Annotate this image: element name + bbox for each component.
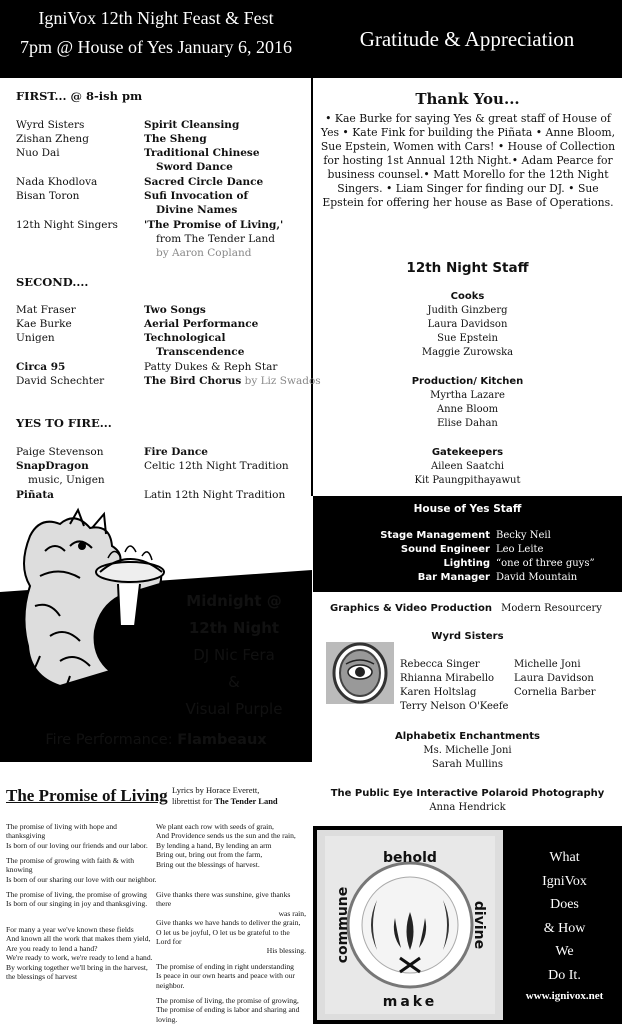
act-title: Sacred Circle Dance [144, 176, 264, 188]
thanks-heading: Thank You... [415, 90, 520, 108]
act-title: Latin 12th Night Tradition [144, 489, 286, 501]
performer-name: Circa 95 [16, 361, 66, 373]
first-heading: FIRST... @ 8-ish pm [16, 89, 143, 103]
staff-heading: 12th Night Staff [406, 260, 529, 276]
graphics-credit: Graphics & Video Production Modern Resourcery [330, 603, 602, 614]
performer-name: Piñata [16, 489, 54, 501]
act-title: 'The Promise of Living,' from The Tender Land by Aaron Copland [144, 219, 284, 259]
performer-name: David Schechter [16, 375, 105, 387]
promise-title: The Promise of Living [6, 786, 168, 805]
staff-group: Gatekeepers Aileen Saatchi Kit Paungpithayawut [313, 446, 622, 488]
lyric-stanza: The promise of living, the promise of growing Is born of our singing in joy and thanksgiving. [6, 890, 148, 909]
gratitude-title: Gratitude & Appreciation [359, 26, 575, 51]
midnight-text [160, 588, 308, 723]
performer-name: Unigen [16, 332, 55, 344]
gargoyle-illustration [0, 506, 175, 701]
alphabetix-credit: Alphabetix Enchantments Ms. Michelle Joni Sarah Mullins [395, 731, 540, 770]
ignivox-logo [317, 830, 503, 1020]
visual-name: Visual Purple [185, 700, 283, 718]
staff-group: Production/ Kitchen Myrtha Lazare Anne Bloom Elise Dahan [313, 375, 622, 431]
wyrd-names-left: Rebecca Singer Rhianna Mirabello Karen Holtslag Terry Nelson O'Keefe [400, 659, 509, 712]
performer-name: 12th Night Singers [16, 219, 118, 231]
performer-name: Nuo Dai [16, 147, 60, 159]
ignivox-url[interactable]: www.ignivox.net [525, 990, 604, 1002]
promise-credit: Lyrics by Horace Everett, librettist for The Tender Land [172, 785, 278, 806]
logo-bottom-word: make [382, 994, 438, 1010]
logo-left-word: commune [335, 886, 351, 964]
fire-performance-line: Fire Performance: Flambeaux [45, 732, 267, 748]
act-title: The Sheng [144, 133, 207, 145]
thanks-body: • Kae Burke for saying Yes & great staff of House of Yes • Kate Fink for building the Piñata • Anne Bloom, Sue Epstein, Women with Cars! • House of Collection for hosting 1st Annual 12th Night.• Adam Pearce for business counsel.• Matt Morello for the 12th Night Singers. • Liam Singer for finding our DJ. • Sue Epstein for offering her house as Base of Operations. [320, 112, 616, 209]
act-title: Celtic 12th Night Tradition [144, 460, 289, 472]
ignivox-panel [313, 826, 622, 1024]
staff-group: Cooks Judith Ginzberg Laura Davidson Sue Epstein Maggie Zurowska [313, 290, 622, 360]
act-title: The Bird Chorus by Liz Swados [144, 375, 321, 387]
act-title: Fire Dance [144, 446, 208, 458]
act-title: Patty Dukes & Reph Star [144, 361, 278, 373]
logo-right-word: divine [471, 900, 487, 950]
eye-photo [326, 642, 394, 704]
act-title: Traditional Chinese Sword Dance [144, 147, 260, 173]
dj-name: DJ Nic Fera [193, 646, 275, 664]
performer-name: Bisan Toron [16, 190, 80, 202]
midnight-line: 12th Night [188, 619, 280, 637]
lyric-stanza: The promise of living, the promise of growing, The promise of ending is labor and sharing and loving. [156, 996, 300, 1024]
house-of-yes-panel: House of Yes Staff Stage Management Becky Neil Sound Engineer Leo Leite Lighting “one of three guys” Bar Manager David Mountain [313, 496, 622, 592]
event-subtitle: 7pm @ House of Yes January 6, 2016 [19, 37, 293, 57]
act-title: Sufi Invocation of Divine Names [144, 190, 249, 216]
lyric-stanza: The promise of living with hope and thanksgiving Is born of our loving our friends and our labor. [6, 822, 148, 850]
ampersand: & [228, 673, 240, 691]
fire-performer: Flambeaux [177, 732, 267, 748]
lyric-stanza: The promise of growing with faith & with knowing Is born of our sharing our love with our neighbor. [6, 856, 157, 884]
public-eye-credit: The Public Eye Interactive Polaroid Photography Anna Hendrick [330, 788, 605, 813]
performer-name: Wyrd Sisters [16, 119, 85, 131]
fire-heading: YES TO FIRE... [16, 416, 112, 430]
event-header [0, 0, 312, 78]
act-title: Spirit Cleansing [144, 119, 240, 131]
logo-top-word: behold [383, 850, 437, 866]
act-title: Technological Transcendence [144, 332, 245, 358]
performer-name: Nada Khodlova [16, 176, 98, 188]
performer-name: Paige Stevenson [16, 446, 104, 458]
second-heading: SECOND.... [16, 275, 89, 289]
midnight-line: Midnight @ [186, 592, 282, 610]
performer-name: Kae Burke [16, 318, 72, 330]
performer-name: Zishan Zheng [16, 133, 89, 145]
staff-group-title: Cooks [450, 291, 485, 302]
lyric-stanza: We plant each row with seeds of grain, And Providence sends us the sun and the rain, By lending a hand, By lending an arm Bring out, bring out from the farm, Bring out the blessings of harvest. [156, 822, 296, 869]
wyrd-heading: Wyrd Sisters [431, 631, 504, 642]
staff-group-title: Gatekeepers [431, 447, 504, 458]
performer-name: Mat Fraser [16, 304, 76, 316]
lyric-stanza: The promise of ending in right understanding Is peace in our own hearts and peace with our neighbor. [156, 962, 295, 990]
gratitude-header [312, 0, 622, 78]
staff-group-title: Production/ Kitchen [411, 376, 524, 387]
lyric-stanza: For many a year we've known these fields And known all the work that makes them yield, Are you ready to lend a hand? We're ready to work, we're ready to lend a hand. By working together we'll bring in the harvest, the blessings of harvest [6, 925, 153, 982]
lyric-stanza: Give thanks there was sunshine, give thanks there was rain, Give thanks we have hands to deliver the grain, O let us be joyful, O let us be grateful to the Lord for His blessing. [156, 890, 306, 956]
event-title: IgniVox 12th Night Feast & Fest [38, 8, 274, 28]
act-title: Aerial Performance [144, 318, 259, 330]
house-of-yes-heading: House of Yes Staff [413, 503, 522, 515]
wyrd-names-right: Michelle Joni Laura Davidson Cornelia Barber [514, 659, 596, 698]
performer-name: SnapDragon music, Unigen [16, 460, 105, 486]
ignivox-tagline: What IgniVox Does & How We Do It. [542, 850, 587, 983]
act-title: Two Songs [144, 304, 206, 316]
midnight-panel [0, 570, 312, 762]
